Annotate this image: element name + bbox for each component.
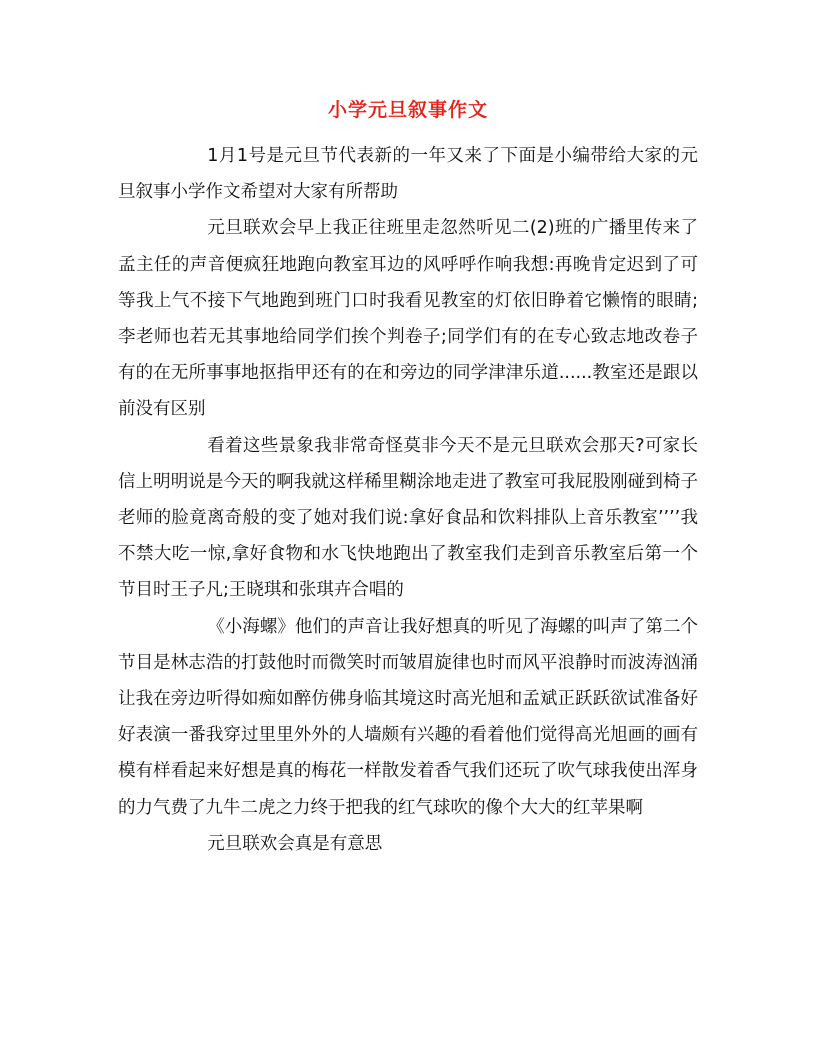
- paragraph: 《小海螺》他们的声音让我好想真的听见了海螺的叫声了第二个节目是林志浩的打鼓他时而微笑时而皱眉旋律也时而风平浪静时而波涛汹涌让我在旁边听得如痴如醉仿佛身临其境这时高光旭和孟斌正跃跃欲试准备好好表演一番我穿过里里外外的人墙颇有兴趣的看着他们觉得高光旭画的画有模有样看起来好想是真的梅花一样散发着香气我们还玩了吹气球我使出浑身的力气费了九牛二虎之力终于把我的红气球吹的像个大大的红苹果啊: [118, 616, 698, 818]
- document-body: [118, 138, 698, 862]
- paragraph: 看着这些景象我非常奇怪莫非今天不是元旦联欢会那天?可家长信上明明说是今天的啊我就这样稀里糊涂地走进了教室可我屁股刚碰到椅子老师的脸竟离奇般的变了她对我们说:拿好食品和饮料排队上音乐教室’’’’我不禁大吃一惊,拿好食物和水飞快地跑出了教室我们走到音乐教室后第一个节目时王子凡;王晓琪和张琪卉合唱的: [118, 435, 698, 601]
- paragraph: 元旦联欢会早上我正往班里走忽然听见二(2)班的广播里传来了孟主任的声音便疯狂地跑向教室耳边的风呼呼作响我想:再晚肯定迟到了可等我上气不接下气地跑到班门口时我看见教室的灯依旧睁着它懒惰的眼睛;李老师也若无其事地给同学们挨个判卷子;同学们有的在专心致志地改卷子有的在无所事事地抠指甲还有的在和旁边的同学津津乐道......教室还是跟以前没有区别: [118, 218, 698, 420]
- paragraph: 1月1号是元旦节代表新的一年又来了下面是小编带给大家的元旦叙事小学作文希望对大家有所帮助: [118, 146, 698, 203]
- document-title: 小学元旦叙事作文: [327, 99, 488, 121]
- paragraph: 元旦联欢会真是有意思: [207, 833, 383, 854]
